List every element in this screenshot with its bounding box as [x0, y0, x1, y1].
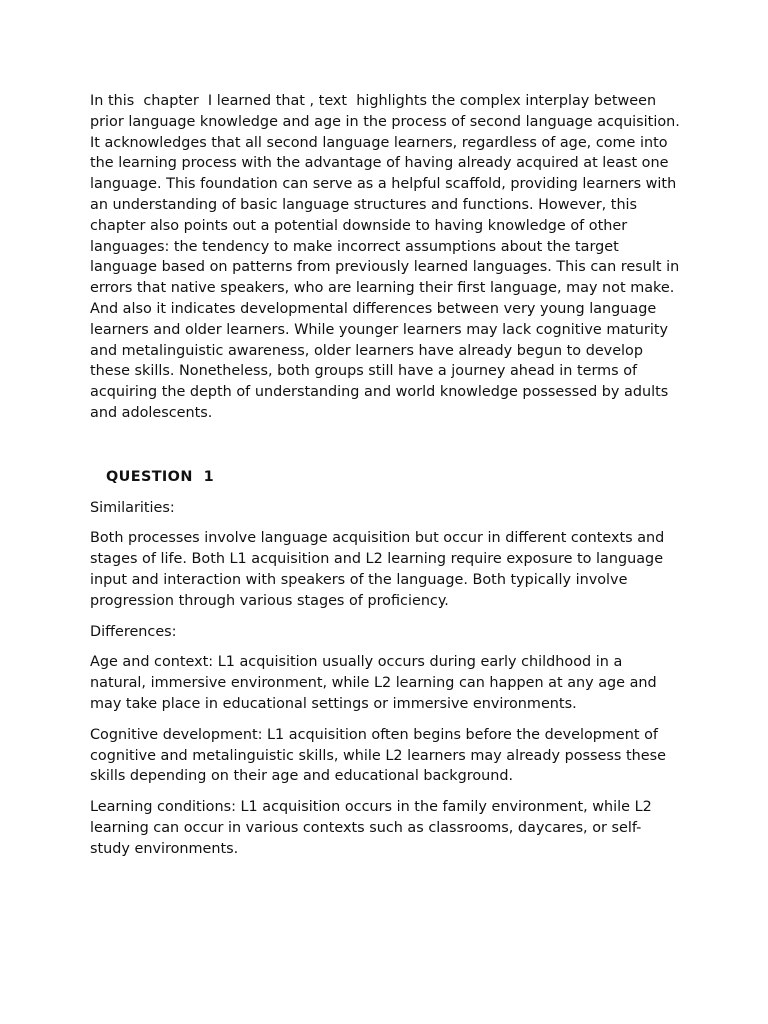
intro-paragraph: In this chapter I learned that , text highlights the complex interplay between prior language knowledge and age in the process of second language acquisition. It acknowledges that all second language learners, regardless of age, come into the learning process with the advantage of having already acquired at least one language. This foundation can serve as a helpful scaffold, providing learners with an understanding of basic language structures and functions. However, this chapter also points out a potential downside to having knowledge of other languages: the tendency to make incorrect assumptions about the target language based on patterns from previously learned languages. This can result in errors that native speakers, who are learning their first language, may not make. And also it indicates developmental differences between very young language learners and older learners. While younger learners may lack cognitive maturity and metalinguistic awareness, older learners have already begun to develop these skills. Nonetheless, both groups still have a journey ahead in terms of acquiring the depth of understanding and world knowledge possessed by adults and adolescents.	[90, 93, 685, 421]
difference-learning-conditions: Learning conditions: L1 acquisition occurs in the family environment, while L2 learning can occur in various contexts such as classrooms, daycares, or self-study environments.	[90, 799, 652, 857]
difference-age-context: Age and context: L1 acquisition usually occurs during early childhood in a natural, immersive environment, while L2 learning can happen at any age and may take place in educational settings or immersive environments.	[90, 654, 657, 712]
similarities-paragraph: Both processes involve language acquisition but occur in different contexts and stages of life. Both L1 acquisition and L2 learning require exposure to language input and interaction with speakers of the language. Both typically involve progression through various stages of proficiency.	[90, 530, 665, 609]
document-content	[90, 91, 685, 860]
question-heading: QUESTION 1	[106, 468, 214, 485]
difference-cognitive-development: Cognitive development: L1 acquisition often begins before the development of cognitive and metalinguistic skills, while L2 learners may already possess these skills depending on their age and educational background.	[90, 726, 666, 785]
differences-label: Differences:	[90, 623, 177, 640]
similarities-label: Similarities:	[90, 499, 175, 516]
